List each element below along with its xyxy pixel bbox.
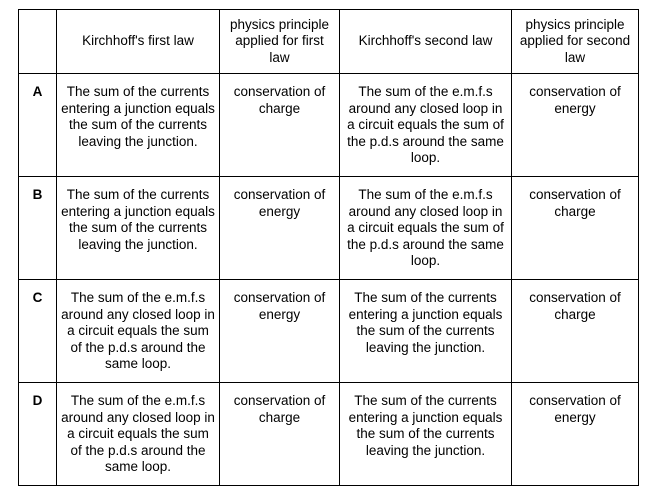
header-principle-second: physics principle applied for second law [512, 10, 639, 74]
option-row-a [19, 74, 639, 177]
principle-first-cell: conservation of charge [220, 383, 340, 486]
principle-second-cell: conservation of charge [512, 177, 639, 280]
option-row-d [19, 383, 639, 486]
first-law-cell: The sum of the currents entering a junction equals the sum of the currents leaving the junction. [57, 74, 220, 177]
option-label: D [19, 383, 57, 486]
option-label: A [19, 74, 57, 177]
option-row-b [19, 177, 639, 280]
second-law-cell: The sum of the e.m.f.s around any closed loop in a circuit equals the sum of the p.d.s around the same loop. [340, 74, 512, 177]
answer-options-table [18, 9, 639, 486]
header-label [19, 10, 57, 74]
principle-second-cell: conservation of charge [512, 280, 639, 383]
principle-first-cell: conservation of charge [220, 74, 340, 177]
principle-second-cell: conservation of energy [512, 74, 639, 177]
header-first-law: Kirchhoff's first law [57, 10, 220, 74]
option-row-c [19, 280, 639, 383]
first-law-cell: The sum of the e.m.f.s around any closed loop in a circuit equals the sum of the p.d.s around the same loop. [57, 280, 220, 383]
header-principle-first: physics principle applied for first law [220, 10, 340, 74]
first-law-cell: The sum of the currents entering a junction equals the sum of the currents leaving the junction. [57, 177, 220, 280]
second-law-cell: The sum of the currents entering a junction equals the sum of the currents leaving the junction. [340, 280, 512, 383]
option-label: B [19, 177, 57, 280]
second-law-cell: The sum of the currents entering a junction equals the sum of the currents leaving the junction. [340, 383, 512, 486]
option-label: C [19, 280, 57, 383]
principle-second-cell: conservation of energy [512, 383, 639, 486]
first-law-cell: The sum of the e.m.f.s around any closed loop in a circuit equals the sum of the p.d.s around the same loop. [57, 383, 220, 486]
header-second-law: Kirchhoff's second law [340, 10, 512, 74]
principle-first-cell: conservation of energy [220, 177, 340, 280]
header-row [19, 10, 639, 74]
principle-first-cell: conservation of energy [220, 280, 340, 383]
second-law-cell: The sum of the e.m.f.s around any closed loop in a circuit equals the sum of the p.d.s around the same loop. [340, 177, 512, 280]
